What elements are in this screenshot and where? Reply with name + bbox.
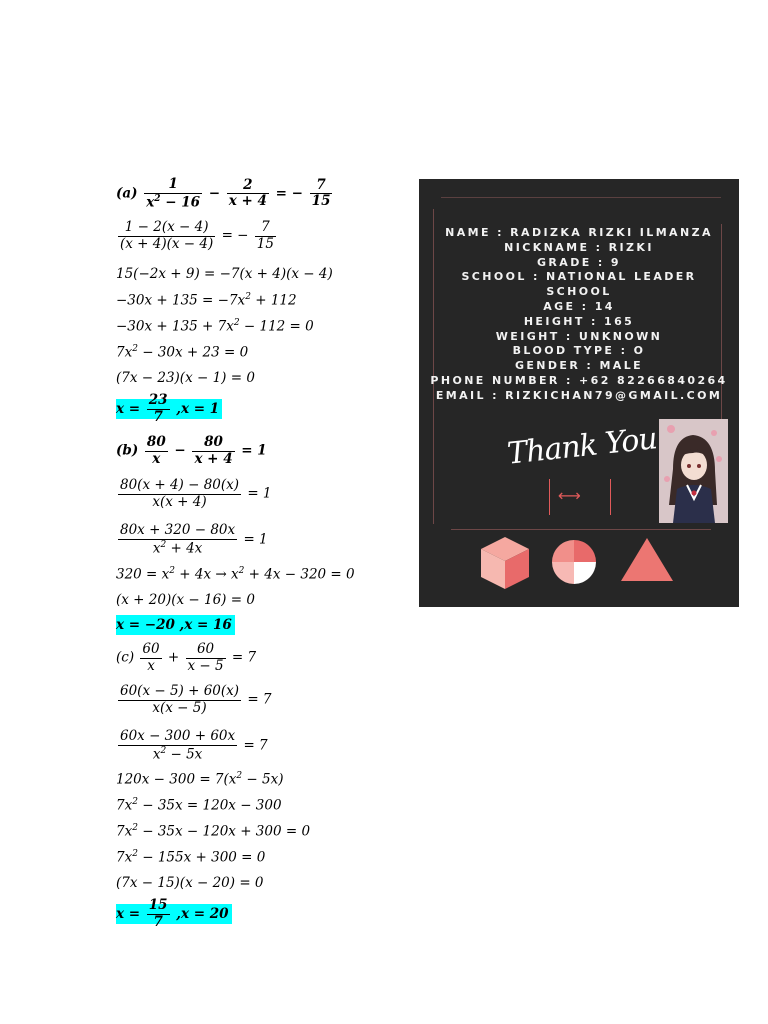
- answer-c: x = $\frac{15}{7}$ ,x = 20: [116, 899, 232, 929]
- eq-b-5: (x + 20)(x − 16) = 0: [116, 592, 255, 608]
- double-arrow-icon: ⟷: [558, 486, 581, 505]
- anime-portrait-image: [659, 419, 728, 523]
- eq-a-5: $-30x + 135 + 7x^2 - 112 = 0$: [116, 318, 314, 335]
- pie-circle-icon: [551, 539, 597, 585]
- eq-c-1: (c) $\frac{60}{x}$ + $\frac{60}{x - 5}$ = 7: [116, 641, 257, 674]
- answer-b: x = −20 ,x = 16: [116, 617, 235, 633]
- info-grade: GRADE : 9: [537, 255, 621, 269]
- eq-b-2: $\frac{80(x + 4) - 80(x)}{x(x + 4)}$ = 1: [120, 477, 272, 510]
- divider: [451, 529, 711, 530]
- eq-c-8: (7x − 15)(x − 20) = 0: [116, 875, 264, 891]
- cube-icon: [479, 535, 531, 591]
- eq-b-1: (b) $\frac{80}{x}$ − $\frac{80}{x + 4}$ = 1: [116, 434, 267, 467]
- eq-c-6: $7x^2 - 35x - 120x + 300 = 0$: [116, 823, 311, 840]
- label-a: (a): [116, 185, 138, 202]
- thank-you-text: Thank You: [505, 421, 659, 472]
- divider: [441, 197, 721, 198]
- eq-a-6: $7x^2 - 30x + 23 = 0$: [116, 344, 249, 361]
- triangle-icon: [619, 537, 675, 583]
- eq-a-4: $-30x + 135 = -7x^2 + 112$: [116, 292, 297, 309]
- profile-poster: [419, 179, 739, 607]
- info-name: NAME : RADIZKA RIZKI ILMANZA: [445, 226, 713, 239]
- eq-a-3: 15(−2x + 9) = −7(x + 4)(x − 4): [116, 266, 333, 282]
- label-c: (c): [116, 649, 135, 666]
- profile-info: [419, 226, 739, 404]
- arrow-box: [549, 479, 611, 515]
- eq-b-4: $320 = x^2 + 4x \to x^2 + 4x - 320 = 0$: [116, 566, 355, 583]
- info-email: EMAIL : RIZKICHAN79@GMAIL.COM: [435, 388, 723, 402]
- info-school: SCHOOL : NATIONAL LEADER: [461, 270, 697, 284]
- eq-c-4: $120x - 300 = 7(x^2 - 5x)$: [116, 771, 284, 788]
- info-phone: PHONE NUMBER : +62 82266840264: [430, 373, 728, 387]
- eq-c-7: $7x^2 - 155x + 300 = 0$: [116, 849, 266, 866]
- eq-a-7: (7x − 23)(x − 1) = 0: [116, 370, 255, 386]
- info-weight: WEIGHT : UNKNOWN: [495, 329, 663, 343]
- eq-a-1: (a) $\frac{1}{x^2 - 16}$ − $\frac{2}{x + 4}$ = − $\frac{7}{15}$: [116, 176, 331, 210]
- info-height: HEIGHT : 165: [523, 314, 635, 328]
- label-b: (b): [116, 442, 139, 459]
- info-blood-type: BLOOD TYPE : O: [512, 344, 646, 358]
- eq-c-2: $\frac{60(x - 5) + 60(x)}{x(x - 5)}$ = 7: [120, 683, 272, 716]
- info-nickname: NICKNAME : RIZKI: [504, 240, 654, 254]
- eq-a-2: $\frac{1 - 2(x - 4)}{(x + 4)(x - 4)}$ = − $\frac{7}{15}$: [120, 219, 274, 252]
- info-gender: GENDER : MALE: [514, 359, 644, 373]
- eq-c-5: $7x^2 - 35x = 120x - 300$: [116, 797, 282, 814]
- info-age: AGE : 14: [543, 299, 615, 313]
- eq-b-3: $\frac{80x + 320 - 80x}{x^2 + 4x}$ = 1: [120, 522, 268, 556]
- eq-c-3: $\frac{60x - 300 + 60x}{x^2 - 5x}$ = 7: [120, 728, 268, 762]
- info-school-cont: SCHOOL: [546, 285, 612, 299]
- answer-a: x = $\frac{23}{7}$ ,x = 1: [116, 394, 222, 424]
